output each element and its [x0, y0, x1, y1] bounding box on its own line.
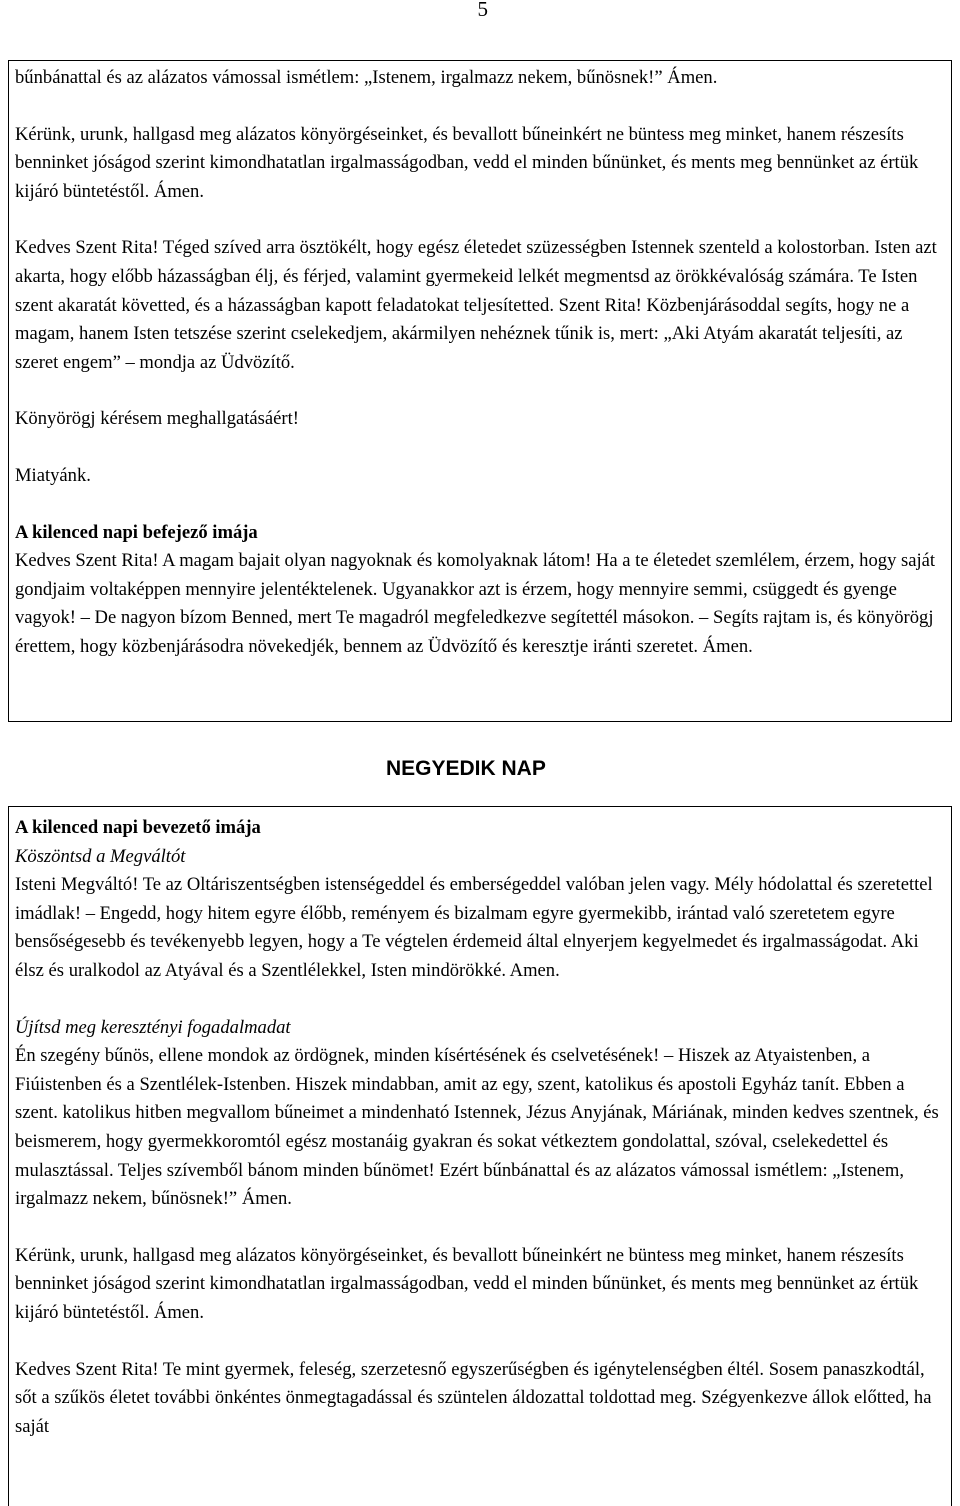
closing-prayer-heading: A kilenced napi befejező imája: [15, 521, 258, 543]
top-section: [15, 64, 947, 662]
renew-vows-text: Én szegény bűnös, ellene mondok az ördögnek, minden kísértésének és cselvetésének! – Hiszek az Atyaistenben, a Fiúistenben és a Szentlélek-Istenben. Hiszek mindabban, amit az egy, szent, katolikus és apostoli Egyház tanít. Ebben a szent. katolikus hitben megvallom bűneimet a mindenható Istennek, Jézus Anyjának, Máriának, minden kedves szentnek, és beismerem, hogy gyermekkoromtól egész mostanáig gyakran és sokat vétkeztem gondolattal, szóval, cselekedettel és mulasztással. Teljes szívemből bánom minden bűnömet! Ezért bűnbánattal és az alázatos vámossal ismétlem: „Istenem, irgalmazz nekem, bűnösnek!” Ámen.: [15, 1045, 939, 1210]
renew-vows-heading: Újítsd meg keresztényi fogadalmadat: [15, 1016, 291, 1038]
greet-savior-text: Isteni Megváltó! Te az Oltáriszentségben istenségeddel és emberségeddel valóban jelen vagy. Mély hódolattal és szeretettel imádlak! – Engedd, hogy hitem egyre élőbb, reményem és bizalmam egyre gyermekibb, irántad való szeretetem egyre bensőségesebb és tevékenyebb legyen, hogy a Te végtelen érdemeid által elnyerjem kegyelmedet és irgalmasságodat. Aki élsz és uralkodol az Atyával és a Szentlélekkel, Isten mindörökké. Amen.: [15, 874, 933, 981]
paragraph-plea-2: Kérünk, urunk, hallgasd meg alázatos könyörgéseinket, és bevallott bűneinkért ne büntess meg minket, hanem részesíts benninket jóságod szerint kimondhatatlan irgalmasságodban, vedd el minden bűnünket, és ments meg bennünket az értük kijáró büntetéstől. Ámen.: [15, 1244, 919, 1323]
paragraph-intercession-request: Könyörögj kérésem meghallgatásáért!: [15, 408, 299, 430]
paragraph-plea: Kérünk, urunk, hallgasd meg alázatos könyörgéseinket, és bevallott bűneinkért ne büntess meg minket, hanem részesíts benninket jóságod szerint kimondhatatlan irgalmasságodban, vedd el minden bűnünket, és ments meg bennünket az értük kijáró büntetéstől. Ámen.: [15, 123, 919, 202]
intro-prayer-heading: A kilenced napi bevezető imája: [15, 817, 261, 838]
day-title: NEGYEDIK NAP: [386, 757, 546, 780]
paragraph-repentance-end: bűnbánattal és az alázatos vámossal ismétlem: „Istenem, irgalmazz nekem, bűnösnek!” Ámen.: [15, 67, 718, 88]
paragraph-saint-rita-petition: Kedves Szent Rita! Téged szíved arra ösztökélt, hogy egész életedet szüzességben Istennek szenteld a kolostorban. Isten azt akarta, hogy előbb házasságban élj, és férjed, valamint gyermekeid lelkét megmentsd az örökkévalóság számára. Te Isten szent akaratát követted, és a házasságban kapott feladatokat teljesítetted. Szent Rita! Közbenjárásoddal segíts, hogy ne a magam, hanem Isten tetszése szerint cselekedjem, akármilyen nehéznek tűnik is, mert: „Aki Atyám akaratát teljesíti, az szeret engem” – mondja az Üdvözítő.: [15, 237, 937, 373]
closing-prayer-text: Kedves Szent Rita! A magam bajait olyan nagyoknak és komolyaknak látom! Ha a te életedet szemlélem, érzem, hogy saját gondjaim voltaképpen mennyire jelentéktelenek. Ugyanakkor azt is érzem, hogy mennyire semmi, csüggedt és gyenge vagyok! – De nagyon bízom Benned, mert Te magadról megfeledkezve segítettél másokon. – Segíts rajtam is, és könyörögj érettem, hogy közbenjárásodra növekedjék, bennem az Üdvözítő és keresztje iránti szeretet. Ámen.: [15, 550, 936, 657]
paragraph-saint-rita-2: Kedves Szent Rita! Te mint gyermek, feleség, szerzetesnő egyszerűségben és igénytelenségben éltél. Sosem panaszkodtál, sőt a szűkös életet további önkéntes önmegtagadással és szüntelen áldozattal toldottad meg. Szégyenkezve állok előtted, ha saját: [15, 1358, 932, 1437]
paragraph-our-father: Miatyánk.: [15, 464, 91, 486]
bottom-section: [15, 814, 947, 1441]
page-number: 5: [477, 0, 488, 21]
greet-savior-heading: Köszöntsd a Megváltót: [15, 845, 186, 867]
